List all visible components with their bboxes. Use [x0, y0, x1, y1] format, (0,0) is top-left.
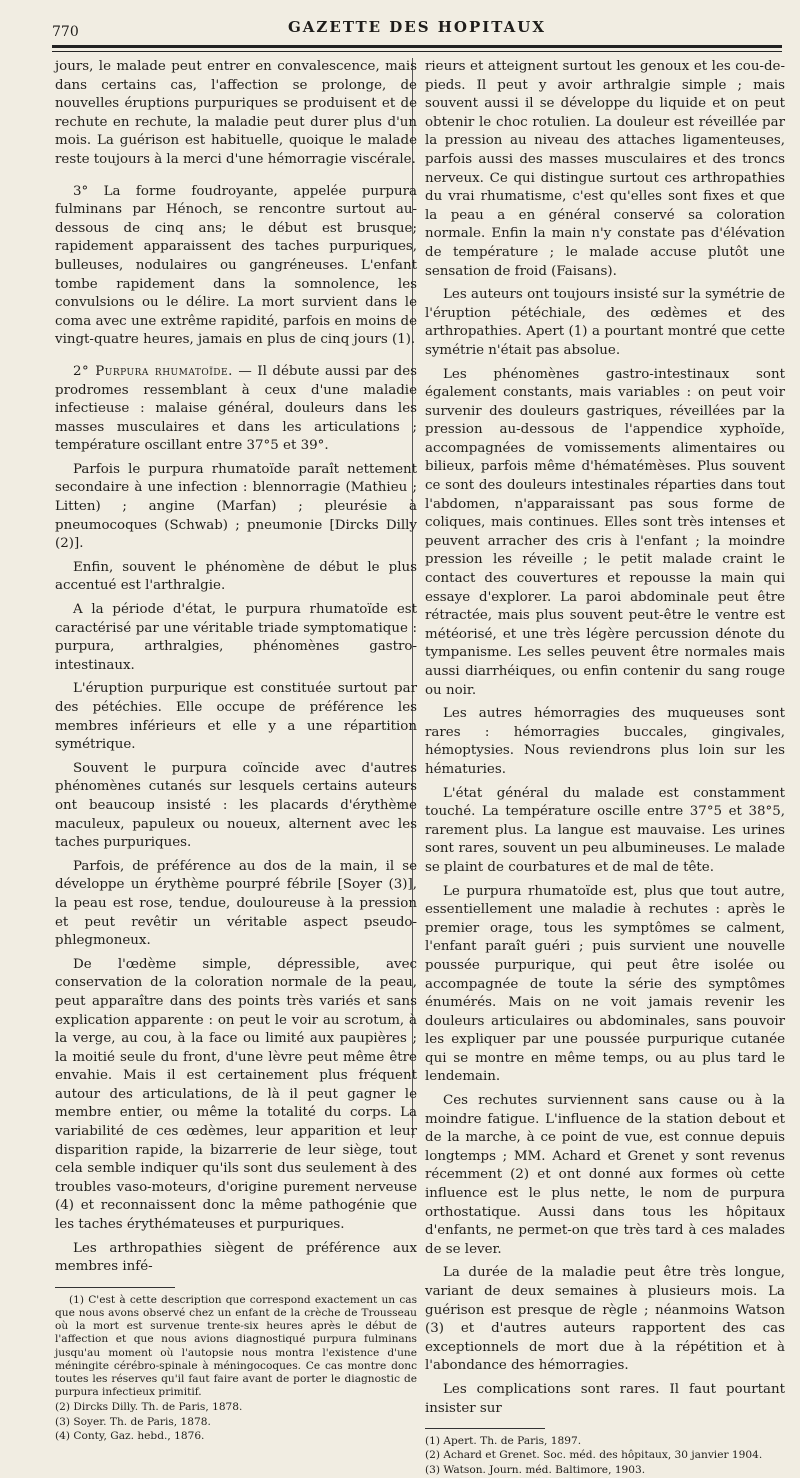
paragraph: La durée de la maladie peut être très longue, variant de deux semaines à plusieurs mois. La guérison est presque de règle ; néanmoins Watson (3) et d'autres auteurs rapportent des cas exceptionnels de mort due à la répétition et à l'abondance des hémorragies.: [425, 1265, 785, 1374]
paragraph: L'éruption purpurique est constituée surtout par des pétéchies. Elle occupe de préférence les membres inférieurs et elle y a une répartition symétrique.: [55, 681, 417, 753]
paragraph: Les complications sont rares. Il faut pourtant insister sur: [425, 1381, 785, 1416]
paragraph: A la période d'état, le purpura rhumatoïde est caractérisé par une véritable triade symptomatique : purpura, arthralgies, phénomènes gastro-intestinaux.: [55, 602, 417, 673]
paragraph: Les arthropathies siègent de préférence aux membres infé-: [55, 1240, 417, 1275]
footnote: (1) C'est à cette description que correspond exactement un cas que nous avons observé chez un enfant de la crèche de Trousseau où la mort est survenue trente-six heures après le début de l'affection et que nous avions diagnostiqué purpura fulminans jusqu'au moment où l'autopsie nous montra l'existence d'une méningite cérébro-spinale à méningocoques. Ce cas montre donc toutes les réserves qu'il faut faire avant de porter le diagnostic de purpura infectieux primitif.: [55, 1293, 417, 1399]
left-column: [55, 58, 417, 1444]
paragraph: Parfois le purpura rhumatoïde paraît nettement secondaire à une infection : blennorragie (Mathieu ; Litten) ; angine (Marfan) ; pleurésie à pneumocoques (Schwab) ; pneumonie [Dircks Dilly (2)].: [55, 461, 417, 552]
paragraph: jours, le malade peut entrer en convalescence, mais dans certains cas, l'affection se prolonge, de nouvelles éruptions purpuriques se produisent et de rechute en rechute, la maladie peut durer plus d'un mois. La guérison est habituelle, quoique le malade reste toujours à la merci d'une hémorragie viscérale.: [55, 59, 417, 167]
paragraph: Souvent le purpura coïncide avec d'autres phénomènes cutanés sur lesquels certains auteurs ont beaucoup insisté : les placards d'érythème maculeux, papuleux ou noueux, alternent avec les taches purpuriques.: [55, 760, 417, 851]
paragraph: Parfois, de préférence au dos de la main, il se développe un érythème pourpré fébrile [Soyer (3)], la peau est rose, tendue, douloureuse à la pression et peut revêtir un véritable aspect pseudo-phlegmoneux.: [55, 858, 417, 949]
footnote: (4) Conty, Gaz. hebd., 1876.: [55, 1429, 205, 1442]
footnotes: [55, 1294, 417, 1443]
section-paragraph: [55, 363, 417, 456]
footnote-rule: [425, 1428, 545, 1429]
footnote: (1) Apert. Th. de Paris, 1897.: [425, 1435, 582, 1448]
section-text: — Il débute aussi par des prodromes ressemblant à ceux d'une maladie infectieuse : malaise général, douleurs dans les masses musculaires et dans les articulations ; température oscillant entre 37°5 et 39°.: [55, 363, 417, 454]
section-heading: 2° Purpura rhumatoïde.: [73, 363, 233, 379]
paragraph: L'état général du malade est constamment touché. La température oscille entre 37°5 et 38°5, rarement plus. La langue est mauvaise. Les urines sont rares, souvent un peu albumineuses. Le malade se plaint de courbatures et de mal de tête.: [425, 785, 785, 875]
paragraph: Ces rechutes surviennent sans cause ou à la moindre fatigue. L'influence de la station debout et de la marche, à ce point de vue, est connue depuis longtemps ; MM. Achard et Grenet y sont revenus récemment (2) et ont donné aux formes où cette influence est le plus nette, le nom de purpura orthostatique. Aussi dans tous les hôpitaux d'enfants, ne permet-on que très tard à ces malades de se lever.: [425, 1093, 785, 1257]
right-column: [425, 58, 785, 1478]
running-title: GAZETTE DES HOPITAUX: [287, 18, 546, 36]
header-rule: [52, 45, 782, 48]
paragraph: 3° La forme foudroyante, appelée purpura fulminans par Hénoch, se rencontre surtout au-dessous de cinq ans; le début est brusque; rapidement apparaissent des taches purpuriques, bulleuses, nodulaires ou gangréneuses. L'enfant tombe rapidement dans la somnolence, les convulsions ou le délire. La mort survient dans le coma avec une extrême rapidité, parfois en moins de vingt-quatre heures, jamais en plus de cinq jours (1).: [55, 183, 417, 348]
header-rule-thin: [52, 51, 782, 52]
paragraph: De l'œdème simple, dépressible, avec conservation de la coloration normale de la peau, peut apparaître dans des points très variés et sans explication apparente : on peut le voir au scrotum, à la verge, au cou, à la face ou limité aux paupières ; la moitié seule du front, d'une lèvre peut même être envahie. Mais il est certainement plus fréquent autour des articulations, de là il peut gagner le membre entier, ou même la totalité du corps. La variabilité de ces œdèmes, leur apparition et leur disparition rapide, la bizarrerie de leur siège, tout cela semble indiquer qu'ils sont dus seulement à des troubles vaso-moteurs, d'origine purement nerveuse (4) et reconnaissent donc la même pathogénie que les taches érythémateuses et purpuriques.: [55, 956, 417, 1233]
page-header: [52, 16, 782, 50]
page-number: 770: [52, 24, 79, 40]
paragraph: Les phénomènes gastro-intestinaux sont également constants, mais variables : on peut voir survenir des douleurs gastriques, réveillées par la pression au-dessous de l'appendice xyphoïde, accompagnées de vomissements alimentaires ou bilieux, parfois même d'hématémèses. Plus souvent ce sont des douleurs intestinales réparties dans tout l'abdomen, n'apparaissant pas sous forme de coliques, mais continues. Elles sont très intenses et peuvent arracher des cris à l'enfant ; la moindre pression les réveille ; le petit malade craint le contact des couvertures et repousse la main qui essaye d'explorer. La paroi abdominale peut être rétractée, mais plus souvent peut-être le ventre est météorisé, et une très légère percussion dénote du tympanisme. Les selles peuvent être normales mais aussi diarrhéiques, ou enfin contenir du sang rouge ou noir.: [425, 366, 785, 698]
footnote: (2) Achard et Grenet. Soc. méd. des hôpitaux, 30 janvier 1904.: [425, 1449, 763, 1462]
footnote: (2) Dircks Dilly. Th. de Paris, 1878.: [55, 1401, 243, 1414]
footnote: (3) Watson. Journ. méd. Baltimore, 1903.: [425, 1463, 646, 1476]
paragraph: Enfin, souvent le phénomène de début le plus accentué est l'arthralgie.: [55, 559, 417, 594]
paragraph: Les autres hémorragies des muqueuses sont rares : hémorragies buccales, gingivales, hémoptysies. Nous reviendrons plus loin sur les hématuries.: [425, 706, 785, 777]
paragraph: Le purpura rhumatoïde est, plus que tout autre, essentiellement une maladie à rechutes : après le premier orage, tous les symptômes se calment, l'enfant paraît guéri ; puis survient une nouvelle poussée purpurique, qui peut être isolée ou accompagnée de toute la série des symptômes énumérés. Mais on ne voit jamais revenir les douleurs articulaires ou abdominales, sans pouvoir les expliquer par une poussée purpurique cutanée qui se montre en même temps, ou au plus tard le lendemain.: [425, 883, 785, 1085]
footnote-rule: [55, 1287, 175, 1288]
footnotes: [425, 1435, 785, 1477]
footnote: (3) Soyer. Th. de Paris, 1878.: [55, 1415, 211, 1428]
paragraph: Les auteurs ont toujours insisté sur la symétrie de l'éruption pétéchiale, des œdèmes et des arthropathies. Apert (1) a pourtant montré que cette symétrie n'était pas absolue.: [425, 287, 785, 358]
paragraph: rieurs et atteignent surtout les genoux et les cou-de-pieds. Il peut y avoir arthralgie simple ; mais souvent aussi il se développe du liquide et on peut obtenir le choc rotulien. La douleur est réveillée par la pression au niveau des attaches ligamenteuses, parfois aussi des masses musculaires et des troncs nerveux. Ce qui distingue surtout ces arthropathies du vrai rhumatisme, c'est qu'elles sont fixes et que la peau a en général conservé sa coloration normale. Enfin la main n'y constate pas d'élévation de température ; le malade accuse plutôt une sensation de froid (Faisans).: [425, 59, 785, 279]
